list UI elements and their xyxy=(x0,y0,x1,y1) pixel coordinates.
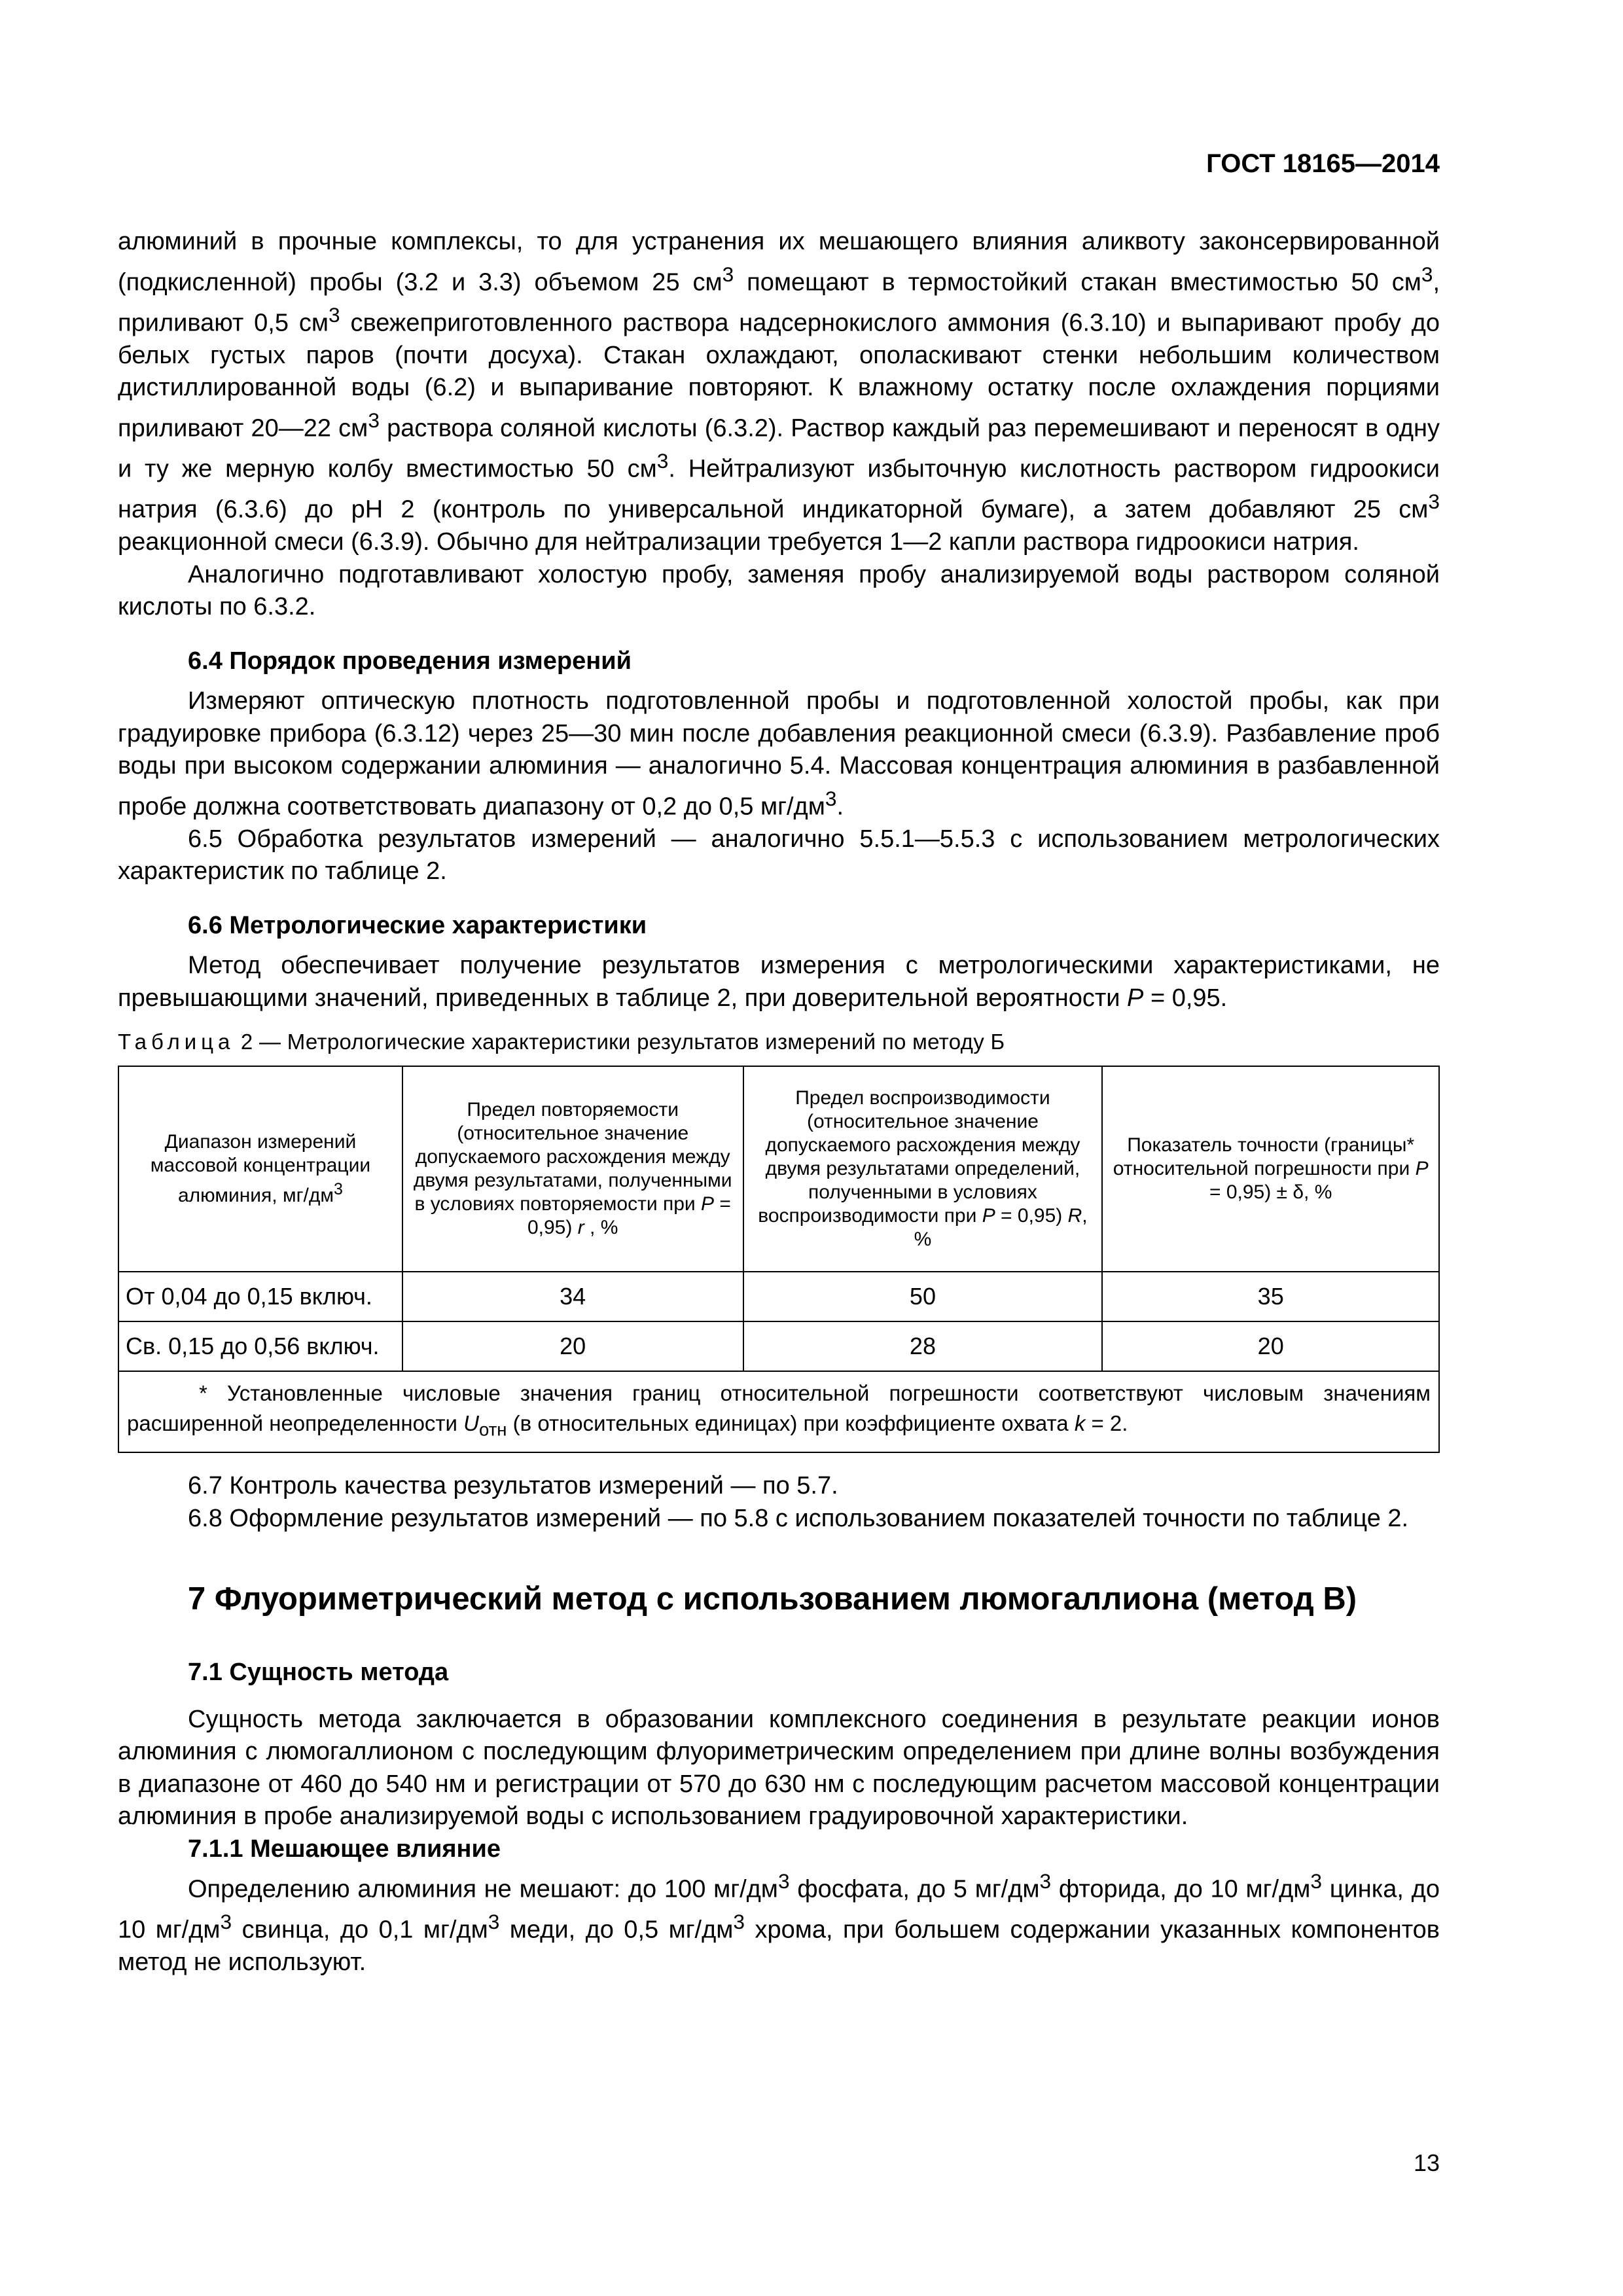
paragraph-7-1-1: Определению алюминия не мешают: до 100 $мг/дм^3$ фосфата, до 5 $мг/дм^3$ фторида, до 10 $мг/дм^3$ цинка, до 10 $мг/дм^3$ свинца, до 0,1 $мг/дм^3$ меди, до 0,5 $мг/дм^3$ хрома, при большем содержании указанных компонентов метод не используют. xyxy=(118,1869,1440,1977)
header-repeatability: Предел повторяемости (относительное значение допускаемого расхождения между двумя результатами, полученными в условиях повторяемости при P = 0,95) r , % xyxy=(402,1066,743,1272)
cell-repeatability: 20 xyxy=(402,1321,743,1371)
table-caption: Таблица 2 — Метрологические характеристики результатов измерений по методу Б xyxy=(118,1030,1005,1054)
paragraph-blank-sample: Аналогично подготавливают холостую пробу, заменяя пробу анализируемой воды раствором соляной кислоты по 6.3.2. xyxy=(118,560,1440,621)
paragraph-6-5: 6.5 Обработка результатов измерений — аналогично 5.5.1—5.5.3 с использованием метрологических характеристик по таблице 2. xyxy=(118,825,1440,886)
cell-reproducibility: 50 xyxy=(743,1272,1103,1321)
heading-6-6: 6.6 Метрологические характеристики xyxy=(188,911,647,939)
cell-accuracy: 20 xyxy=(1102,1321,1439,1371)
heading-7-1: 7.1 Сущность метода xyxy=(188,1659,449,1687)
cell-reproducibility: 28 xyxy=(743,1321,1103,1371)
cell-repeatability: 34 xyxy=(402,1272,743,1321)
table-row xyxy=(118,1272,1439,1321)
header-range: Диапазон измерений массовой концентрации алюминия, $мг/дм^3$ xyxy=(118,1066,402,1272)
paragraph-6-6: Метод обеспечивает получение результатов измерения с метрологическими характеристиками, не превышающими значений, приведенных в таблице 2, при доверительной вероятности P = 0,95. xyxy=(118,952,1440,1012)
document-header: ГОСТ 18165—2014 xyxy=(1206,149,1440,178)
heading-7-1-1: 7.1.1 Мешающее влияние xyxy=(188,1835,501,1863)
table-footnote: * Установленные числовые значения границ относительной погрешности соответствуют числовым значениям расширенной неопределенности $U_{отн}$ (в относительных единицах) при коэффициенте охвата k = 2. xyxy=(118,1371,1439,1452)
paragraph-sample-preparation: алюминий в прочные комплексы, то для устранения их мешающего влияния аликвоту законсервированной (подкисленной) пробы (3.2 и 3.3) объемом 25 $см^3$ помещают в термостойкий стакан вместимостью 50 $см^3$, приливают 0,5 $см^3$ свежеприготовленного раствора надсернокислого аммония (6.3.10) и выпаривают пробу до белых густых паров (почти досуха). Стакан охлаждают, ополаскивают стенки небольшим количеством дистиллированной воды (6.2) и выпаривание повторяют. К влажному остатку после охлаждения порциями приливают 20—22 $см^3$ раствора соляной кислоты (6.3.2). Раствор каждый раз перемешивают и переносят в одну и ту же мерную колбу вместимостью 50 $см^3$. Нейтрализуют избыточную кислотность раствором гидроокиси натрия (6.3.6) до pH 2 (контроль по универсальной индикаторной бумаге), а затем добавляют 25 $см^3$ реакционной смеси (6.3.9). Обычно для нейтрализации требуется 1—2 капли раствора гидроокиси натрия. xyxy=(118,228,1440,556)
header-reproducibility: Предел воспроизводимости (относительное значение допускаемого расхождения между двумя результатами определений, полученными в условиях воспроизводимости при P = 0,95) R, % xyxy=(743,1066,1103,1272)
paragraph-7-1: Сущность метода заключается в образовании комплексного соединения в результате реакции ионов алюминия с люмогаллионом с последующим флуориметрическим определением при длине волны возбуждения в диапазоне от 460 до 540 нм и регистрации от 570 до 630 нм с последующим расчетом массовой концентрации алюминия в пробе анализируемой воды с использованием градуировочной характеристики. xyxy=(118,1705,1440,1831)
metrology-table xyxy=(118,1066,1440,1453)
table-row xyxy=(118,1321,1439,1371)
cell-accuracy: 35 xyxy=(1102,1272,1439,1321)
cell-range: Св. 0,15 до 0,56 включ. xyxy=(118,1321,402,1371)
page-number: 13 xyxy=(1413,2149,1440,2176)
heading-6-4: 6.4 Порядок проведения измерений xyxy=(188,647,632,675)
heading-section-7: 7 Флуориметрический метод с использованием люмогаллиона (метод В) xyxy=(188,1581,1357,1617)
paragraph-6-8: 6.8 Оформление результатов измерений — по 5.8 с использованием показателей точности по таблице 2. xyxy=(188,1504,1409,1532)
header-accuracy: Показатель точности (границы* относительной погрешности при P = 0,95) ± δ, % xyxy=(1102,1066,1439,1272)
table-footnote-row xyxy=(118,1371,1439,1452)
paragraph-6-4: Измеряют оптическую плотность подготовленной пробы и подготовленной холостой пробы, как при градуировке прибора (6.3.12) через 25—30 мин после добавления реакционной смеси (6.3.9). Разбавление проб воды при высоком содержании алюминия — аналогично 5.4. Массовая концентрация алюминия в разбавленной пробе должна соответствовать диапазону от 0,2 до 0,5 $мг/дм^3$. xyxy=(118,687,1440,821)
paragraph-6-7: 6.7 Контроль качества результатов измерений — по 5.7. xyxy=(188,1472,838,1500)
table-header-row xyxy=(118,1066,1439,1272)
cell-range: От 0,04 до 0,15 включ. xyxy=(118,1272,402,1321)
page-content xyxy=(118,226,1440,1979)
